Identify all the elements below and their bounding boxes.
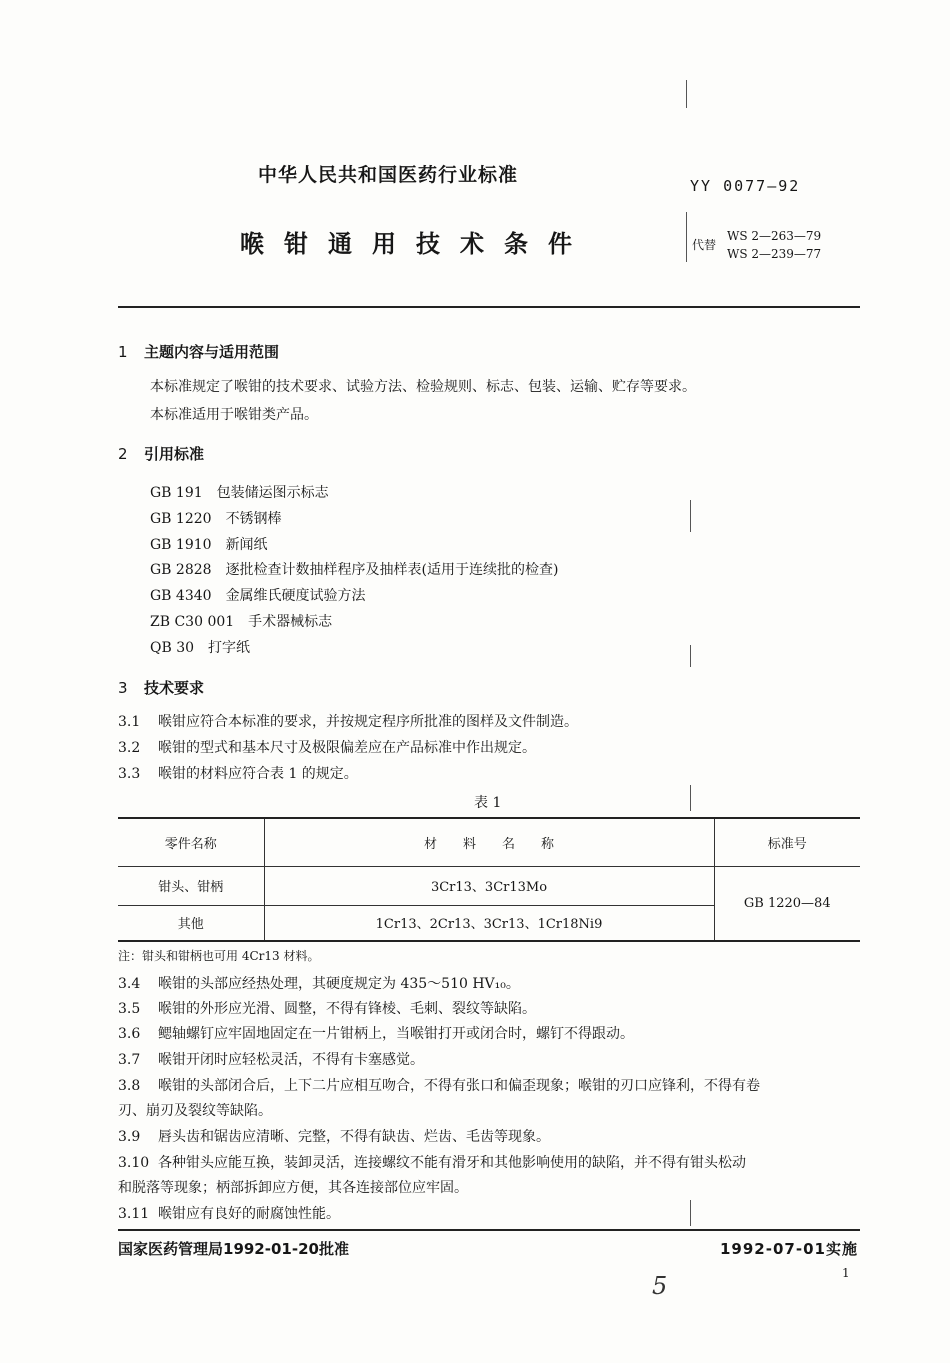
document-title: 喉钳通用技术条件 — [240, 230, 592, 258]
reference-item: GB 4340 金属维氏硬度试验方法 — [150, 588, 366, 604]
table-header-row — [118, 818, 860, 866]
reference-item: GB 2828 逐批检查计数抽样程序及抽样表(适用于连续批的检查) — [150, 562, 559, 578]
section-title: 技术要求 — [144, 679, 205, 697]
material-cell: 1Cr13、2Cr13、3Cr13、1Cr18Ni9 — [264, 905, 714, 941]
clause: 3.10 各种钳头应能互换，装卸灵活，连接螺纹不能有滑牙和其他影响使用的缺陷，并不得有钳头松动 — [118, 1155, 746, 1171]
replaced-standard-2: WS 2—239—77 — [727, 247, 822, 261]
reference-item: ZB C30 001 手术器械标志 — [150, 614, 333, 630]
reference-item: GB 191 包装储运图示标志 — [150, 485, 329, 501]
section-number: 1 — [118, 343, 128, 361]
materials-table — [118, 817, 860, 942]
section-1-heading — [118, 341, 279, 362]
clause: 3.3 喉钳的材料应符合表 1 的规定。 — [118, 766, 358, 782]
section-title: 引用标准 — [144, 445, 205, 463]
org-title: 中华人民共和国医药行业标准 — [258, 164, 519, 186]
reference-item: GB 1220 不锈钢棒 — [150, 511, 282, 527]
scan-artifact-line — [690, 645, 691, 667]
handwritten-mark: 5 — [652, 1272, 668, 1300]
header-divider — [686, 212, 687, 262]
reference-item: QB 30 打字纸 — [150, 640, 251, 656]
clause: 3.8 喉钳的头部闭合后，上下二片应相互吻合，不得有张口和偏歪现象；喉钳的刃口应锋利，不得有卷 — [118, 1078, 760, 1094]
clause: 3.7 喉钳开闭时应轻松灵活，不得有卡塞感觉。 — [118, 1052, 424, 1068]
column-header: 零件名称 — [118, 818, 264, 866]
replaced-standard-1: WS 2—263—79 — [727, 229, 822, 243]
effective-date: 1992-07-01实施 — [720, 1240, 858, 1258]
footer-rule — [118, 1229, 860, 1231]
clause: 3.2 喉钳的型式和基本尺寸及极限偏差应在产品标准中作出规定。 — [118, 740, 536, 756]
replaces-label: 代替 — [692, 238, 717, 252]
section-title: 主题内容与适用范围 — [144, 343, 280, 361]
table-note: 注：钳头和钳柄也可用 4Cr13 材料。 — [118, 949, 320, 963]
scan-artifact-line — [690, 500, 691, 532]
table-row — [118, 866, 860, 905]
part-name-cell: 钳头、钳柄 — [118, 866, 264, 905]
paragraph: 本标准适用于喉钳类产品。 — [150, 407, 318, 423]
section-3-heading — [118, 677, 204, 698]
reference-item: GB 1910 新闻纸 — [150, 537, 268, 553]
scan-artifact-line — [686, 80, 687, 108]
clause: 3.4 喉钳的头部应经热处理，其硬度规定为 435～510 HV₁₀。 — [118, 976, 520, 992]
standard-code: YY 0077—92 — [690, 177, 801, 195]
scan-artifact-line — [690, 785, 691, 811]
scan-artifact-line — [690, 1200, 691, 1226]
clause: 3.6 鳃轴螺钉应牢固地固定在一片钳柄上，当喉钳打开或闭合时，螺钉不得跟动。 — [118, 1026, 634, 1042]
page-number: 1 — [842, 1266, 850, 1280]
header-rule — [118, 306, 860, 308]
clause: 3.11 喉钳应有良好的耐腐蚀性能。 — [118, 1206, 340, 1222]
part-name-cell: 其他 — [118, 905, 264, 941]
clause-continuation: 和脱落等现象；柄部拆卸应方便，其各连接部位应牢固。 — [118, 1180, 468, 1196]
paragraph: 本标准规定了喉钳的技术要求、试验方法、检验规则、标志、包装、运输、贮存等要求。 — [150, 379, 696, 395]
clause-continuation: 刃、崩刃及裂纹等缺陷。 — [118, 1103, 272, 1119]
table-caption: 表 1 — [474, 795, 502, 811]
clause: 3.9 唇头齿和锯齿应清晰、完整，不得有缺齿、烂齿、毛齿等现象。 — [118, 1129, 550, 1145]
clause: 3.5 喉钳的外形应光滑、圆整，不得有锋棱、毛刺、裂纹等缺陷。 — [118, 1001, 536, 1017]
approval-date: 国家医药管理局1992-01-20批准 — [118, 1240, 349, 1258]
clause: 3.1 喉钳应符合本标准的要求，并按规定程序所批准的图样及文件制造。 — [118, 714, 578, 730]
standard-cell: GB 1220—84 — [714, 866, 860, 941]
section-2-heading — [118, 443, 204, 464]
material-cell: 3Cr13、3Cr13Mo — [264, 866, 714, 905]
section-number: 2 — [118, 445, 128, 463]
column-header: 标准号 — [714, 818, 860, 866]
section-number: 3 — [118, 679, 128, 697]
column-header: 材 料 名 称 — [264, 818, 714, 866]
